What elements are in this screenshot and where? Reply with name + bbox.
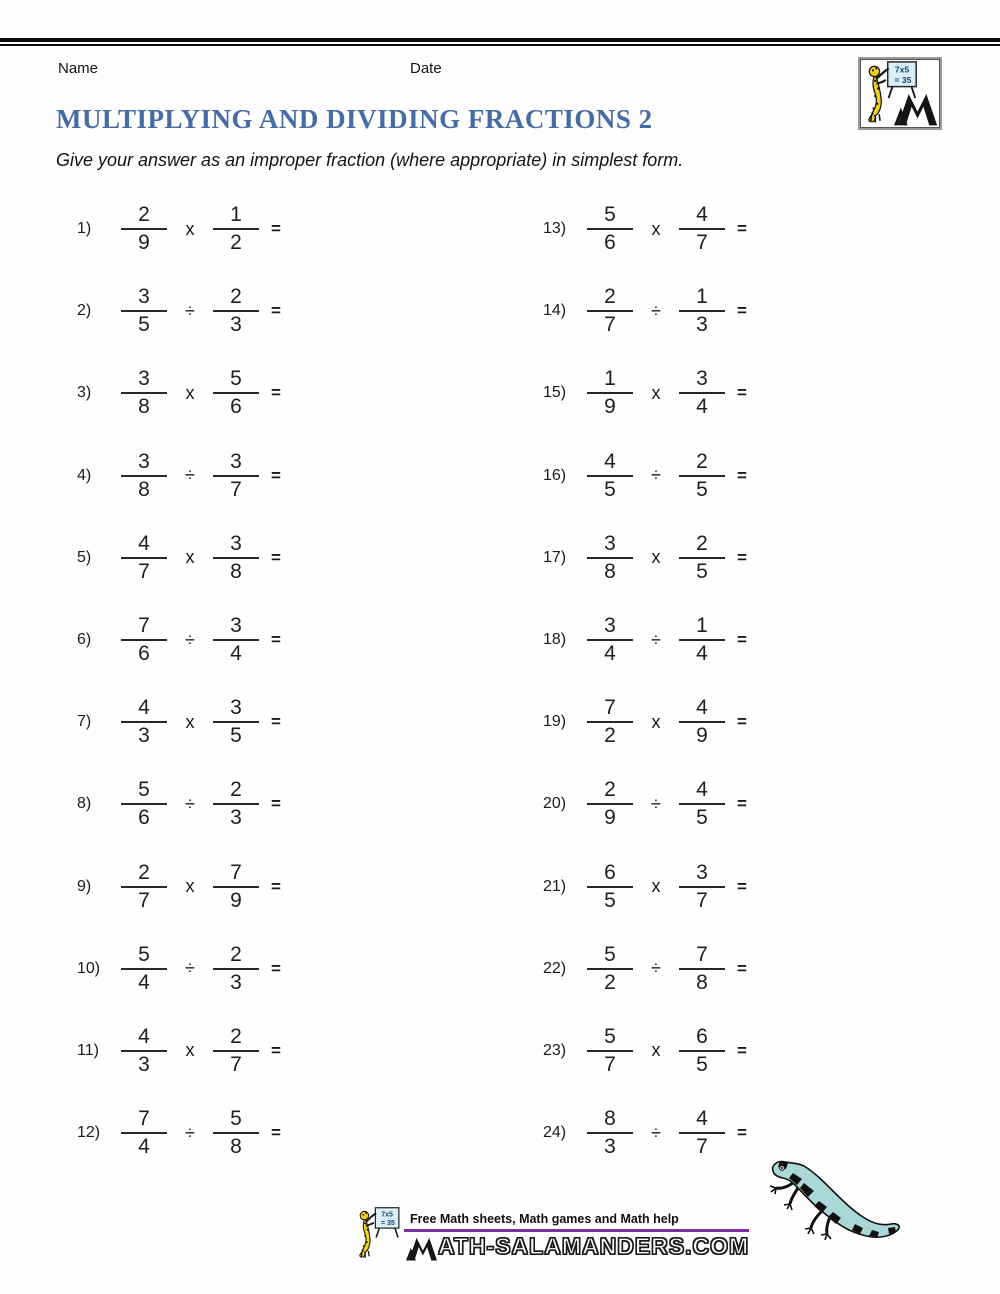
fraction-b: [679, 1109, 725, 1157]
problem-row: [77, 846, 417, 928]
top-divider-rule: [0, 38, 1000, 46]
fraction-a-denominator: 7: [138, 559, 150, 583]
problem-row: [543, 599, 883, 681]
equals-sign: =: [271, 1123, 281, 1143]
fraction-b-numerator: 3: [679, 863, 725, 888]
fraction-b-numerator: 2: [213, 287, 259, 312]
fraction-a-numerator: 3: [587, 534, 633, 559]
fraction-a-numerator: 5: [587, 205, 633, 230]
fraction-a: [121, 942, 167, 994]
equals-sign: =: [737, 465, 747, 485]
fraction-b-denominator: 5: [696, 1052, 708, 1076]
fraction-b-numerator: 4: [679, 205, 725, 230]
footer-purple-rule: [404, 1229, 749, 1232]
equals-sign: =: [737, 712, 747, 732]
fraction-a-denominator: 2: [604, 724, 616, 748]
fraction-b-numerator: 3: [679, 369, 725, 394]
fraction-a-numerator: 5: [587, 945, 633, 970]
fraction-a-numerator: 2: [587, 780, 633, 805]
fraction-a-numerator: 5: [121, 945, 167, 970]
fraction-a: [121, 1024, 167, 1076]
fraction-a: [121, 616, 167, 664]
problem-number: 19): [543, 713, 567, 731]
operator-sign: ÷: [651, 1122, 661, 1143]
problem-number: 24): [543, 1124, 567, 1142]
operator-sign: x: [185, 382, 195, 403]
fraction-b-numerator: 3: [213, 616, 259, 641]
fraction-a-denominator: 7: [604, 1052, 616, 1076]
fraction-b-numerator: 1: [213, 205, 259, 230]
fraction-a-denominator: 9: [604, 395, 616, 419]
fraction-b-denominator: 4: [696, 395, 708, 419]
problem-number: 23): [543, 1041, 567, 1059]
fraction-b-numerator: 6: [679, 1027, 725, 1052]
problem-number: 9): [77, 877, 92, 895]
operator-sign: ÷: [185, 1122, 195, 1143]
fraction-b-denominator: 7: [230, 477, 242, 501]
equals-sign: =: [737, 1040, 747, 1060]
fraction-a-numerator: 7: [587, 698, 633, 723]
fraction-b-numerator: 4: [679, 698, 725, 723]
problem-number: 20): [543, 795, 567, 813]
fraction-a-numerator: 3: [121, 369, 167, 394]
problem-number: 1): [77, 220, 92, 238]
fraction-b-denominator: 3: [696, 313, 708, 337]
salamander-whiteboard-icon: [355, 1206, 402, 1258]
problem-number: 18): [543, 631, 567, 649]
fraction-b: [679, 698, 725, 746]
equals-sign: =: [271, 383, 281, 403]
problem-row: [543, 928, 883, 1010]
fraction-a-numerator: 4: [587, 452, 633, 477]
name-field-label: Name: [58, 60, 99, 77]
fraction-a-numerator: 8: [587, 1109, 633, 1134]
operator-sign: ÷: [185, 958, 195, 979]
problem-row: [543, 846, 883, 928]
fraction-b-numerator: 3: [213, 534, 259, 559]
fraction-b: [679, 531, 725, 583]
problem-row: [77, 517, 417, 599]
fraction-a: [587, 369, 633, 417]
instruction-text: Give your answer as an improper fraction (where appropriate) in simplest form.: [56, 150, 684, 170]
equals-sign: =: [737, 876, 747, 896]
problem-row: [543, 435, 883, 517]
fraction-b-denominator: 3: [230, 970, 242, 994]
equals-sign: =: [271, 712, 281, 732]
problem-number: 16): [543, 466, 567, 484]
fraction-a: [587, 942, 633, 994]
fraction-a: [121, 449, 167, 501]
fraction-b-denominator: 6: [230, 395, 242, 419]
fraction-a-denominator: 6: [604, 231, 616, 255]
problem-row: [77, 435, 417, 517]
fraction-a: [587, 287, 633, 335]
operator-sign: x: [651, 382, 661, 403]
operator-sign: x: [185, 218, 195, 239]
fraction-a: [121, 287, 167, 335]
fraction-a-numerator: 5: [121, 780, 167, 805]
fraction-b-numerator: 7: [213, 863, 259, 888]
fraction-a: [121, 1109, 167, 1157]
fraction-b: [213, 449, 259, 501]
fraction-a-numerator: 2: [587, 287, 633, 312]
fraction-b: [213, 1024, 259, 1076]
equals-sign: =: [737, 547, 747, 567]
operator-sign: x: [651, 218, 661, 239]
fraction-a: [587, 205, 633, 253]
problem-number: 4): [77, 466, 92, 484]
fraction-b: [213, 531, 259, 583]
fraction-a: [121, 205, 167, 253]
fraction-a-numerator: 4: [121, 698, 167, 723]
fraction-a: [587, 780, 633, 828]
problem-row: [77, 1010, 417, 1092]
equals-sign: =: [737, 383, 747, 403]
fraction-b-numerator: 2: [213, 780, 259, 805]
fraction-b: [679, 860, 725, 912]
fraction-b-denominator: 8: [230, 1135, 242, 1159]
equals-sign: =: [271, 219, 281, 239]
equals-sign: =: [737, 630, 747, 650]
operator-sign: ÷: [185, 629, 195, 650]
fraction-b-denominator: 9: [230, 888, 242, 912]
problem-row: [543, 763, 883, 845]
fraction-a-denominator: 6: [138, 642, 150, 666]
fraction-b: [213, 287, 259, 335]
operator-sign: x: [185, 876, 195, 897]
fraction-a-denominator: 4: [604, 642, 616, 666]
equals-sign: =: [737, 219, 747, 239]
fraction-b-denominator: 5: [696, 806, 708, 830]
fraction-b-numerator: 2: [213, 945, 259, 970]
problem-row: [77, 270, 417, 352]
fraction-b-denominator: 2: [230, 231, 242, 255]
equals-sign: =: [271, 794, 281, 814]
operator-sign: ÷: [185, 465, 195, 486]
problem-row: [77, 352, 417, 434]
fraction-b-numerator: 2: [679, 452, 725, 477]
fraction-b: [679, 205, 725, 253]
fraction-b-numerator: 4: [679, 1109, 725, 1134]
salamander-illustration: [763, 1156, 913, 1256]
fraction-a-numerator: 7: [121, 1109, 167, 1134]
fraction-b: [679, 616, 725, 664]
fraction-b: [213, 942, 259, 994]
fraction-a-numerator: 3: [121, 452, 167, 477]
problem-number: 14): [543, 302, 567, 320]
problem-number: 5): [77, 548, 92, 566]
problem-row: [77, 1092, 417, 1174]
fraction-a-denominator: 9: [138, 231, 150, 255]
fraction-b-numerator: 2: [213, 1027, 259, 1052]
fraction-b-numerator: 3: [213, 698, 259, 723]
fraction-b-numerator: 5: [213, 1109, 259, 1134]
fraction-b-denominator: 5: [230, 724, 242, 748]
fraction-b-denominator: 8: [230, 559, 242, 583]
fraction-b: [213, 780, 259, 828]
fraction-b-numerator: 5: [213, 369, 259, 394]
fraction-a-numerator: 2: [121, 863, 167, 888]
fraction-b: [213, 860, 259, 912]
fraction-a-numerator: 3: [587, 616, 633, 641]
fraction-a-numerator: 3: [121, 287, 167, 312]
fraction-b-numerator: 7: [679, 945, 725, 970]
fraction-a: [587, 1109, 633, 1157]
fraction-a: [587, 531, 633, 583]
fraction-b-denominator: 4: [696, 642, 708, 666]
fraction-a-numerator: 6: [587, 863, 633, 888]
fraction-a: [587, 449, 633, 501]
site-name-text: ATH-SALAMANDERS.COM: [438, 1233, 750, 1259]
fraction-a-denominator: 6: [138, 806, 150, 830]
fraction-b-numerator: 4: [679, 780, 725, 805]
equals-sign: =: [737, 301, 747, 321]
problem-number: 15): [543, 384, 567, 402]
fraction-a-denominator: 9: [604, 806, 616, 830]
fraction-b-denominator: 3: [230, 806, 242, 830]
page-title: MULTIPLYING AND DIVIDING FRACTIONS 2: [56, 104, 653, 134]
fraction-a-denominator: 8: [138, 395, 150, 419]
problem-number: 17): [543, 548, 567, 566]
operator-sign: x: [651, 1040, 661, 1061]
operator-sign: ÷: [651, 300, 661, 321]
fraction-a-denominator: 3: [138, 1052, 150, 1076]
fraction-b-denominator: 9: [696, 724, 708, 748]
footer-branding: [355, 1206, 749, 1260]
problem-number: 10): [77, 959, 101, 977]
fraction-a-denominator: 3: [138, 724, 150, 748]
fraction-b-denominator: 7: [696, 231, 708, 255]
equals-sign: =: [737, 794, 747, 814]
equals-sign: =: [737, 958, 747, 978]
math-salamanders-corner-logo: [858, 57, 942, 130]
fraction-b-denominator: 4: [230, 642, 242, 666]
problems-column-left: [77, 188, 417, 1174]
fraction-a-denominator: 4: [138, 1135, 150, 1159]
problem-row: [77, 928, 417, 1010]
operator-sign: ÷: [185, 300, 195, 321]
equals-sign: =: [271, 958, 281, 978]
fraction-b-denominator: 5: [696, 477, 708, 501]
problem-row: [543, 352, 883, 434]
fraction-b-numerator: 1: [679, 287, 725, 312]
operator-sign: x: [185, 711, 195, 732]
problem-row: [543, 1010, 883, 1092]
fraction-b: [679, 369, 725, 417]
fraction-a: [121, 698, 167, 746]
operator-sign: x: [185, 547, 195, 568]
fraction-a: [121, 780, 167, 828]
operator-sign: x: [651, 876, 661, 897]
problem-row: [543, 681, 883, 763]
fraction-a: [587, 616, 633, 664]
equals-sign: =: [271, 630, 281, 650]
fraction-a: [121, 860, 167, 912]
problem-row: [77, 763, 417, 845]
fraction-a-numerator: 7: [121, 616, 167, 641]
equals-sign: =: [737, 1123, 747, 1143]
fraction-a: [587, 860, 633, 912]
operator-sign: ÷: [651, 958, 661, 979]
fraction-b: [213, 616, 259, 664]
problem-number: 8): [77, 795, 92, 813]
fraction-b-denominator: 7: [230, 1052, 242, 1076]
problem-row: [77, 188, 417, 270]
fraction-b: [213, 698, 259, 746]
fraction-b: [213, 205, 259, 253]
problem-number: 21): [543, 877, 567, 895]
fraction-a: [587, 698, 633, 746]
fraction-b-numerator: 3: [213, 452, 259, 477]
fraction-a-numerator: 5: [587, 1027, 633, 1052]
fraction-a-numerator: 2: [121, 205, 167, 230]
problem-row: [543, 270, 883, 352]
fraction-a-numerator: 1: [587, 369, 633, 394]
fraction-a-denominator: 8: [604, 559, 616, 583]
date-field-label: Date: [410, 60, 442, 77]
fraction-b: [213, 1109, 259, 1157]
problem-number: 7): [77, 713, 92, 731]
fraction-a-numerator: 4: [121, 1027, 167, 1052]
fraction-a: [121, 369, 167, 417]
problem-number: 22): [543, 959, 567, 977]
problem-row: [543, 517, 883, 599]
equals-sign: =: [271, 301, 281, 321]
problem-number: 13): [543, 220, 567, 238]
salamander-whiteboard-icon: [860, 60, 940, 127]
fraction-a-denominator: 2: [604, 970, 616, 994]
fraction-b: [213, 369, 259, 417]
fraction-b-denominator: 7: [696, 1135, 708, 1159]
fraction-b: [679, 942, 725, 994]
fraction-b-denominator: 8: [696, 970, 708, 994]
operator-sign: x: [651, 711, 661, 732]
fraction-b-denominator: 7: [696, 888, 708, 912]
fraction-a-denominator: 7: [604, 313, 616, 337]
problem-number: 6): [77, 631, 92, 649]
fraction-b-numerator: 1: [679, 616, 725, 641]
problem-row: [77, 681, 417, 763]
problem-number: 12): [77, 1124, 101, 1142]
fraction-b: [679, 449, 725, 501]
fraction-a-denominator: 8: [138, 477, 150, 501]
operator-sign: ÷: [185, 793, 195, 814]
fraction-a-denominator: 5: [604, 888, 616, 912]
fraction-a-numerator: 4: [121, 534, 167, 559]
equals-sign: =: [271, 876, 281, 896]
m-monogram-icon: [406, 1236, 437, 1261]
problem-row: [543, 188, 883, 270]
operator-sign: x: [651, 547, 661, 568]
fraction-a-denominator: 5: [138, 313, 150, 337]
fraction-b-denominator: 5: [696, 559, 708, 583]
fraction-a-denominator: 7: [138, 888, 150, 912]
fraction-b-denominator: 3: [230, 313, 242, 337]
problem-row: [77, 599, 417, 681]
fraction-a: [121, 531, 167, 583]
fraction-b: [679, 287, 725, 335]
fraction-a-denominator: 4: [138, 970, 150, 994]
problem-number: 3): [77, 384, 92, 402]
problems-column-right: [543, 188, 883, 1174]
equals-sign: =: [271, 547, 281, 567]
fraction-a-denominator: 3: [604, 1135, 616, 1159]
fraction-a-denominator: 5: [604, 477, 616, 501]
footer-tagline: Free Math sheets, Math games and Math help: [410, 1212, 679, 1226]
operator-sign: ÷: [651, 793, 661, 814]
fraction-b: [679, 1024, 725, 1076]
fraction-a: [587, 1024, 633, 1076]
problem-number: 11): [77, 1041, 99, 1059]
fraction-b: [679, 780, 725, 828]
fraction-b-numerator: 2: [679, 534, 725, 559]
problem-number: 2): [77, 302, 92, 320]
equals-sign: =: [271, 1040, 281, 1060]
operator-sign: ÷: [651, 465, 661, 486]
equals-sign: =: [271, 465, 281, 485]
operator-sign: x: [185, 1040, 195, 1061]
operator-sign: ÷: [651, 629, 661, 650]
